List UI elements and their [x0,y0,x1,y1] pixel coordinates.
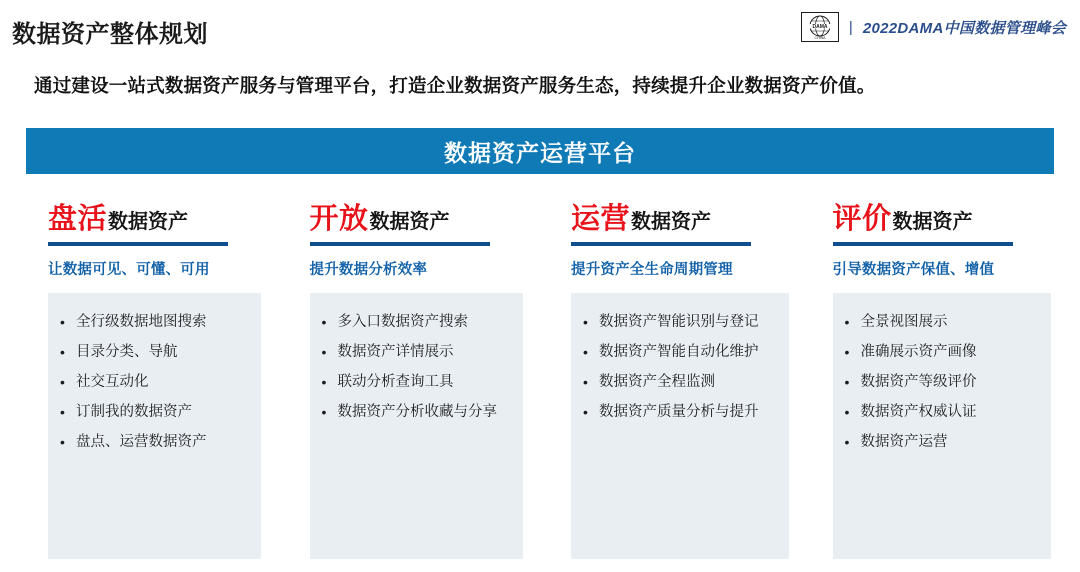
pillar-body-1 [48,293,261,559]
pillar-rule-1 [48,242,228,246]
pillar-keyword-4: 评价 [832,203,892,235]
pillar-subtitle-3: 提升资产全生命周期管理 [571,262,733,278]
slide-subtitle: 通过建设一站式数据资产服务与管理平台，打造企业数据资产服务生态，持续提升企业数据资产价值。 [34,75,876,96]
list-item: • 盘点、运营数据资产 [54,429,249,455]
pillar-body-4 [833,293,1051,559]
list-item: • 数据资产智能识别与登记 [577,309,777,335]
list-item: • 数据资产智能自动化维护 [577,339,777,365]
list-item: • 数据资产运营 [839,429,1039,455]
pillar-keyword-3: 运营 [571,203,631,235]
pillar-title-rest-3: 数据资产 [631,211,712,233]
pillar-heading-3 [549,196,793,240]
pillar-title-rest-2: 数据资产 [369,211,450,233]
pillar-body-3 [571,293,789,559]
pillar-heading-2 [288,196,532,240]
pillar-rule-2 [310,242,490,246]
pillar-title-rest-4: 数据资产 [892,211,973,233]
pillar-list-3 [577,309,777,425]
list-item: • 全景视图展示 [839,309,1039,335]
pillar-rule-3 [571,242,751,246]
pillar-heading-1 [26,196,270,240]
pillar-subtitle-1: 让数据可见、可懂、可用 [48,262,210,278]
list-item: • 多入口数据资产搜索 [316,309,511,335]
pillar-list-1 [54,309,249,455]
pillar-keyword-2: 开放 [309,203,369,235]
platform-banner [26,128,1054,174]
page-title: 数据资产整体规划 [12,21,208,48]
pillar-heading-4 [811,196,1055,240]
list-item: • 数据资产质量分析与提升 [577,399,777,425]
list-item: • 数据资产详情展示 [316,339,511,365]
brand-separator: | [848,18,853,36]
list-item: • 全行级数据地图搜索 [54,309,249,335]
pillar-subtitle-2: 提升数据分析效率 [309,262,428,278]
list-item: • 订制我的数据资产 [54,399,249,425]
svg-text:DAMA: DAMA [812,24,828,30]
pillar-column-3 [549,196,793,566]
slide-header [0,0,1080,58]
list-item: • 数据资产权威认证 [839,399,1039,425]
list-item: • 联动分析查询工具 [316,369,511,395]
pillar-keyword-1: 盘活 [48,203,108,235]
pillar-list-4 [839,309,1039,455]
pillar-rule-4 [833,242,1013,246]
list-item: • 社交互动化 [54,369,249,395]
list-item: • 目录分类、导航 [54,339,249,365]
list-item: • 数据资产分析收藏与分享 [316,399,511,425]
platform-banner-label: 数据资产运营平台 [444,139,636,166]
list-item: • 数据资产等级评价 [839,369,1039,395]
list-item: • 数据资产全程监测 [577,369,777,395]
pillar-body-2 [310,293,523,559]
pillar-list-2 [316,309,511,425]
pillar-columns [26,196,1054,566]
dama-globe-logo-icon [801,12,839,42]
pillar-column-2 [288,196,532,566]
pillar-title-rest-1: 数据资产 [108,211,189,233]
pillar-subtitle-4: 引导数据资产保值、增值 [832,262,995,278]
svg-text:CHINA: CHINA [814,36,826,40]
brand-block [801,12,1066,42]
list-item: • 准确展示资产画像 [839,339,1039,365]
pillar-column-1 [26,196,270,566]
pillar-column-4 [811,196,1055,566]
event-name: 2022DAMA中国数据管理峰会 [862,19,1066,37]
